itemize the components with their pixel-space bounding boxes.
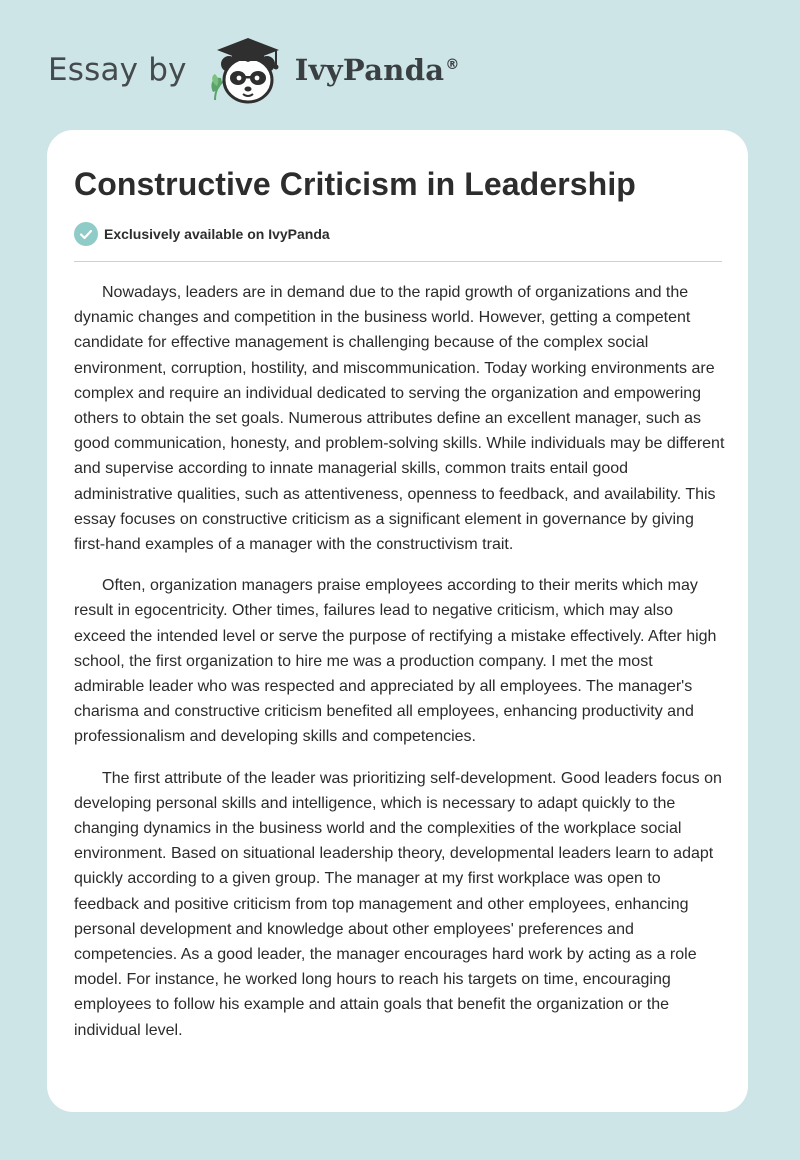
title-divider xyxy=(74,261,722,262)
ivypanda-brand-name: IvyPanda® xyxy=(294,53,460,87)
essay-paragraph: Often, organization managers praise employees according to their merits which may result in egocentricity. Other times, failures lead to negative criticism, which may also exceed the intended level or serve the purpose of rectifying a mistake effectively. After high school, the first organization to hire me was a production company. I met the most admirable leader who was respected and appreciated by all employees. The manager's charisma and constructive criticism benefited all employees, enhancing productivity and professionalism and developing skills and competencies. xyxy=(74,577,717,746)
check-circle-icon xyxy=(74,222,98,246)
exclusive-badge xyxy=(74,222,330,246)
essay-paragraph: The first attribute of the leader was prioritizing self-development. Good leaders focus on developing personal skills and intelligence, which is necessary to adapt quickly to the changing dynamics in the business world and the complexities of the workplace social environment. Based on situational leadership theory, developmental leaders learn to adapt quickly according to a given group. The manager at my first workplace was open to feedback and positive criticism from top management and other employees, enhancing personal development and knowledge about other employees' preferences and competencies. As a good leader, the manager encourages hard work by acting as a role model. For instance, he worked long hours to reach his targets on time, encouraging employees to follow his example and attain goals that benefit the organization or the individual level. xyxy=(74,769,722,1039)
site-header-brand[interactable] xyxy=(48,34,460,106)
exclusive-badge-label: Exclusively available on IvyPanda xyxy=(104,226,330,242)
registered-mark: ® xyxy=(445,57,460,74)
essay-by-label: Essay by xyxy=(48,52,187,88)
essay-title: Constructive Criticism in Leadership xyxy=(74,166,636,202)
essay-card xyxy=(47,130,748,1112)
essay-body xyxy=(74,280,726,1059)
essay-paragraph: Nowadays, leaders are in demand due to the rapid growth of organizations and the dynamic changes and competition in the business world. However, getting a competent candidate for effective management is challenging because of the complex social environment, corruption, hostility, and miscommunication. Today working environments are complex and require an individual dedicated to serving the organization and empowering others to obtain the set goals. Numerous attributes define an excellent manager, such as good communication, honesty, and problem-solving skills. While individuals may be different and supervise according to innate managerial skills, common traits entail good administrative qualities, such as attentiveness, openness to feedback, and availability. This essay focuses on constructive criticism as a significant element in governance by giving first-hand examples of a manager with the constructivism trait. xyxy=(74,284,725,554)
panda-logo-icon xyxy=(205,34,291,106)
